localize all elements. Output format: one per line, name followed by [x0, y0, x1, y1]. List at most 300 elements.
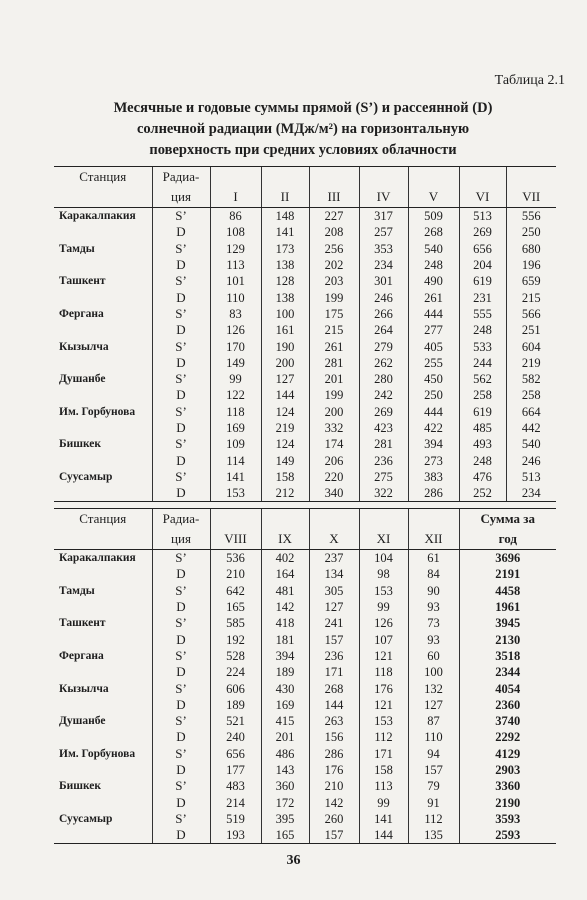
- table-cell: 129: [210, 241, 261, 257]
- annual-sum-cell: 2360: [459, 697, 556, 713]
- annual-sum-cell: 3740: [459, 713, 556, 729]
- radiation-type: S’: [152, 583, 210, 599]
- radiation-type: S’: [152, 273, 210, 289]
- annual-sum-cell: 3360: [459, 778, 556, 794]
- table-cell: 73: [408, 615, 459, 631]
- table-cell: 169: [210, 420, 261, 436]
- table-cell: 250: [408, 387, 459, 403]
- table-row: [54, 631, 556, 647]
- station-name-empty: [54, 664, 152, 680]
- table-cell: 481: [261, 583, 309, 599]
- table-cell: 153: [359, 713, 408, 729]
- table-cell: 208: [309, 224, 359, 240]
- table-cell: 483: [210, 778, 261, 794]
- table-cell: 101: [210, 273, 261, 289]
- table-cell: 383: [408, 469, 459, 485]
- table-cell: 444: [408, 306, 459, 322]
- table-cell: 353: [359, 241, 408, 257]
- column-header-month: V: [408, 187, 459, 208]
- table-cell: 556: [506, 208, 556, 225]
- table-cell: 99: [359, 599, 408, 615]
- table-cell: 244: [459, 355, 506, 371]
- table-cell: 164: [261, 566, 309, 582]
- table-cell: 138: [261, 257, 309, 273]
- table-header-row: [54, 187, 556, 208]
- station-name: Фергана: [59, 649, 104, 662]
- table-cell: 395: [261, 811, 309, 827]
- column-header-station: Станция: [54, 509, 152, 530]
- table-cell: 190: [261, 338, 309, 354]
- table-cell: 566: [506, 306, 556, 322]
- station-name-empty: [54, 289, 152, 305]
- table-cell: 240: [210, 729, 261, 745]
- radiation-type: S’: [152, 241, 210, 257]
- table-row: [54, 485, 556, 502]
- table-row: [54, 404, 556, 420]
- radiation-type: S’: [152, 550, 210, 567]
- table-cell: 394: [408, 436, 459, 452]
- table-cell: 214: [210, 794, 261, 810]
- table-cell: 258: [506, 387, 556, 403]
- table-row: [54, 371, 556, 387]
- table-cell: 255: [408, 355, 459, 371]
- table-cell: 157: [309, 827, 359, 844]
- radiation-type: S’: [152, 404, 210, 420]
- table-cell: 220: [309, 469, 359, 485]
- station-name: Ташкент: [59, 275, 106, 288]
- radiation-type: S’: [152, 746, 210, 762]
- table-cell: 132: [408, 680, 459, 696]
- table-cell: 206: [309, 452, 359, 468]
- station-name-empty: [54, 355, 152, 371]
- table-cell: 144: [309, 697, 359, 713]
- annual-sum-cell: 2191: [459, 566, 556, 582]
- radiation-type: D: [152, 452, 210, 468]
- table-cell: 200: [261, 355, 309, 371]
- table-cell: 142: [261, 599, 309, 615]
- station-name: Им. Горбунова: [59, 405, 136, 418]
- table-cell: 242: [359, 387, 408, 403]
- table-cell: 199: [309, 289, 359, 305]
- radiation-type: D: [152, 729, 210, 745]
- table-cell: 201: [261, 729, 309, 745]
- radiation-type: D: [152, 794, 210, 810]
- radiation-type: S’: [152, 208, 210, 225]
- table-cell: 476: [459, 469, 506, 485]
- table-cell: 114: [210, 452, 261, 468]
- table-cell: 262: [359, 355, 408, 371]
- table-cell: 176: [359, 680, 408, 696]
- station-name-empty: [54, 420, 152, 436]
- radiation-table-jan-jul: [54, 166, 556, 502]
- radiation-type: D: [152, 387, 210, 403]
- table-cell: 127: [261, 371, 309, 387]
- table-cell: 141: [359, 811, 408, 827]
- annual-sum-cell: 1961: [459, 599, 556, 615]
- table-cell: 109: [210, 436, 261, 452]
- column-header-month: X: [309, 529, 359, 550]
- table-cell: 175: [309, 306, 359, 322]
- station-name: Каракалпакия: [59, 210, 136, 223]
- annual-sum-cell: 2292: [459, 729, 556, 745]
- radiation-type: D: [152, 420, 210, 436]
- table-cell: 246: [506, 452, 556, 468]
- table-cell: 642: [210, 583, 261, 599]
- table-cell: 169: [261, 697, 309, 713]
- table-cell: 656: [210, 746, 261, 762]
- table-cell: 268: [408, 224, 459, 240]
- table-row: [54, 794, 556, 810]
- table-row: [54, 599, 556, 615]
- table-cell: 174: [309, 436, 359, 452]
- column-header-month: VI: [459, 187, 506, 208]
- table-cell: 264: [359, 322, 408, 338]
- table-cell: 189: [210, 697, 261, 713]
- table-cell: 215: [309, 322, 359, 338]
- annual-sum-cell: 3518: [459, 648, 556, 664]
- table-cell: 86: [210, 208, 261, 225]
- table-cell: 252: [459, 485, 506, 502]
- table-cell: 100: [261, 306, 309, 322]
- column-header-month: IX: [261, 529, 309, 550]
- table-cell: 124: [261, 404, 309, 420]
- table-cell: 513: [459, 208, 506, 225]
- table-cell: 266: [359, 306, 408, 322]
- table-cell: 177: [210, 762, 261, 778]
- table-row: [54, 469, 556, 485]
- table-cell: 402: [261, 550, 309, 567]
- annual-sum-cell: 2903: [459, 762, 556, 778]
- column-header-month: III: [309, 187, 359, 208]
- table-cell: 256: [309, 241, 359, 257]
- table-cell: 142: [309, 794, 359, 810]
- table-cell: 619: [459, 404, 506, 420]
- column-header-month: VIII: [210, 529, 261, 550]
- table-header-row: [54, 509, 556, 530]
- table-cell: 153: [210, 485, 261, 502]
- table-cell: 250: [506, 224, 556, 240]
- table-cell: 99: [210, 371, 261, 387]
- column-header-radiation: Радиа-: [152, 167, 210, 188]
- radiation-type: S’: [152, 338, 210, 354]
- table-cell: 275: [359, 469, 408, 485]
- table-row: [54, 338, 556, 354]
- table-cell: 87: [408, 713, 459, 729]
- station-name: Бишкек: [59, 780, 102, 793]
- table-cell: 248: [459, 452, 506, 468]
- station-name-empty: [54, 631, 152, 647]
- table-cell: 108: [210, 224, 261, 240]
- table-row: [54, 615, 556, 631]
- column-header-month: I: [210, 187, 261, 208]
- table-cell: 176: [309, 762, 359, 778]
- table-cell: 200: [309, 404, 359, 420]
- table-row: [54, 257, 556, 273]
- table-cell: 269: [359, 404, 408, 420]
- table-cell: 340: [309, 485, 359, 502]
- station-name: Им. Горбунова: [59, 747, 136, 760]
- table-cell: 156: [309, 729, 359, 745]
- column-header-month: IV: [359, 187, 408, 208]
- station-name: Ташкент: [59, 617, 106, 630]
- table-cell: 261: [309, 338, 359, 354]
- table-cell: 153: [359, 583, 408, 599]
- table-cell: 91: [408, 794, 459, 810]
- table-cell: 360: [261, 778, 309, 794]
- station-name: Суусамыр: [59, 812, 113, 825]
- annual-sum-cell: 3696: [459, 550, 556, 567]
- annual-sum-cell: 2190: [459, 794, 556, 810]
- table-cell: 423: [359, 420, 408, 436]
- table-cell: 405: [408, 338, 459, 354]
- table-cell: 490: [408, 273, 459, 289]
- station-name: Суусамыр: [59, 470, 113, 483]
- column-header-month: XI: [359, 529, 408, 550]
- table-cell: 442: [506, 420, 556, 436]
- table-cell: 171: [359, 746, 408, 762]
- table-cell: 165: [210, 599, 261, 615]
- table-cell: 110: [408, 729, 459, 745]
- table-cell: 121: [359, 648, 408, 664]
- table-row: [54, 550, 556, 567]
- table-cell: 269: [459, 224, 506, 240]
- table-cell: 138: [261, 289, 309, 305]
- table-cell: 241: [309, 615, 359, 631]
- table-cell: 273: [408, 452, 459, 468]
- radiation-type: D: [152, 322, 210, 338]
- radiation-type: D: [152, 762, 210, 778]
- table-cell: 619: [459, 273, 506, 289]
- table-cell: 246: [359, 289, 408, 305]
- annual-sum-cell: 3945: [459, 615, 556, 631]
- station-name: Душанбе: [59, 373, 106, 386]
- station-name: Бишкек: [59, 438, 102, 451]
- table-row: [54, 713, 556, 729]
- table-row: [54, 566, 556, 582]
- table-row: [54, 827, 556, 844]
- table-cell: 126: [359, 615, 408, 631]
- table-cell: 533: [459, 338, 506, 354]
- station-name-empty: [54, 387, 152, 403]
- table-cell: 203: [309, 273, 359, 289]
- table-cell: 234: [506, 485, 556, 502]
- table-cell: 158: [261, 469, 309, 485]
- table-cell: 126: [210, 322, 261, 338]
- table-row: [54, 811, 556, 827]
- table-cell: 394: [261, 648, 309, 664]
- table-cell: 61: [408, 550, 459, 567]
- table-row: [54, 322, 556, 338]
- table-cell: 606: [210, 680, 261, 696]
- annual-sum-cell: 2344: [459, 664, 556, 680]
- station-name-empty: [54, 566, 152, 582]
- table-cell: 509: [408, 208, 459, 225]
- radiation-type: D: [152, 664, 210, 680]
- table-cell: 135: [408, 827, 459, 844]
- column-header-annual-sum: Сумма за: [459, 509, 556, 530]
- table-cell: 93: [408, 631, 459, 647]
- annual-sum-cell: 3593: [459, 811, 556, 827]
- table-row: [54, 224, 556, 240]
- table-cell: 555: [459, 306, 506, 322]
- table-cell: 144: [261, 387, 309, 403]
- table-cell: 418: [261, 615, 309, 631]
- table-row: [54, 762, 556, 778]
- table-cell: 113: [210, 257, 261, 273]
- page-number: 36: [286, 853, 301, 868]
- table-cell: 450: [408, 371, 459, 387]
- radiation-type: S’: [152, 436, 210, 452]
- radiation-type: S’: [152, 615, 210, 631]
- table-cell: 257: [359, 224, 408, 240]
- column-header-radiation: ция: [152, 187, 210, 208]
- station-name-empty: [54, 485, 152, 502]
- table-cell: 562: [459, 371, 506, 387]
- radiation-type: D: [152, 631, 210, 647]
- annual-sum-cell: 4054: [459, 680, 556, 696]
- table-cell: 98: [359, 566, 408, 582]
- table-caption: [55, 98, 551, 161]
- table-cell: 192: [210, 631, 261, 647]
- annual-sum-cell: 2130: [459, 631, 556, 647]
- table-cell: 281: [359, 436, 408, 452]
- table-row: [54, 273, 556, 289]
- table-row: [54, 208, 556, 225]
- table-cell: 219: [506, 355, 556, 371]
- station-name: Тамды: [59, 584, 95, 597]
- table-cell: 521: [210, 713, 261, 729]
- table-cell: 128: [261, 273, 309, 289]
- column-header-annual-sum: год: [459, 529, 556, 550]
- table-cell: 322: [359, 485, 408, 502]
- table-cell: 118: [210, 404, 261, 420]
- table-cell: 680: [506, 241, 556, 257]
- table-cell: 83: [210, 306, 261, 322]
- table-cell: 127: [408, 697, 459, 713]
- radiation-type: S’: [152, 680, 210, 696]
- station-name-empty: [54, 257, 152, 273]
- column-header-month: VII: [506, 187, 556, 208]
- table-row: [54, 583, 556, 599]
- radiation-type: S’: [152, 811, 210, 827]
- table-row: [54, 746, 556, 762]
- table-row: [54, 680, 556, 696]
- station-name-empty: [54, 224, 152, 240]
- table-cell: 122: [210, 387, 261, 403]
- table-cell: 258: [459, 387, 506, 403]
- table-row: [54, 436, 556, 452]
- radiation-type: D: [152, 257, 210, 273]
- table-cell: 219: [261, 420, 309, 436]
- table-cell: 165: [261, 827, 309, 844]
- table-cell: 157: [309, 631, 359, 647]
- table-cell: 161: [261, 322, 309, 338]
- annual-sum-cell: 4129: [459, 746, 556, 762]
- radiation-type: S’: [152, 469, 210, 485]
- table-cell: 485: [459, 420, 506, 436]
- table-cell: 193: [210, 827, 261, 844]
- table-row: [54, 697, 556, 713]
- table-cell: 170: [210, 338, 261, 354]
- table-cell: 540: [506, 436, 556, 452]
- station-name-empty: [54, 322, 152, 338]
- table-cell: 536: [210, 550, 261, 567]
- table-cell: 158: [359, 762, 408, 778]
- table-cell: 528: [210, 648, 261, 664]
- table-cell: 79: [408, 778, 459, 794]
- station-name-empty: [54, 729, 152, 745]
- table-cell: 196: [506, 257, 556, 273]
- table-cell: 261: [408, 289, 459, 305]
- table-cell: 181: [261, 631, 309, 647]
- annual-sum-cell: 4458: [459, 583, 556, 599]
- station-name: Тамды: [59, 242, 95, 255]
- table-cell: 444: [408, 404, 459, 420]
- table-cell: 144: [359, 827, 408, 844]
- table-cell: 227: [309, 208, 359, 225]
- radiation-type: S’: [152, 306, 210, 322]
- table-cell: 148: [261, 208, 309, 225]
- station-name-empty: [54, 827, 152, 844]
- column-header-month: XII: [408, 529, 459, 550]
- table-cell: 84: [408, 566, 459, 582]
- table-cell: 236: [359, 452, 408, 468]
- caption-line: поверхность при средних условиях облачности: [149, 142, 457, 158]
- table-cell: 301: [359, 273, 408, 289]
- radiation-table-aug-dec: [54, 508, 556, 844]
- table-row: [54, 452, 556, 468]
- table-cell: 317: [359, 208, 408, 225]
- column-header-station: Станция: [54, 167, 152, 188]
- table-cell: 332: [309, 420, 359, 436]
- table-cell: 189: [261, 664, 309, 680]
- table-cell: 157: [408, 762, 459, 778]
- table-cell: 60: [408, 648, 459, 664]
- table-cell: 107: [359, 631, 408, 647]
- table-cell: 100: [408, 664, 459, 680]
- table-cell: 121: [359, 697, 408, 713]
- table-cell: 263: [309, 713, 359, 729]
- table-row: [54, 648, 556, 664]
- table-cell: 251: [506, 322, 556, 338]
- table-cell: 204: [459, 257, 506, 273]
- table-cell: 94: [408, 746, 459, 762]
- table-cell: 277: [408, 322, 459, 338]
- radiation-type: D: [152, 566, 210, 582]
- table-cell: 585: [210, 615, 261, 631]
- caption-line: Месячные и годовые суммы прямой (S’) и рассеянной (D): [113, 100, 493, 116]
- station-name: Кызылча: [59, 340, 109, 353]
- table-cell: 430: [261, 680, 309, 696]
- table-cell: 134: [309, 566, 359, 582]
- table-cell: 210: [309, 778, 359, 794]
- table-cell: 224: [210, 664, 261, 680]
- table-cell: 210: [210, 566, 261, 582]
- table-header-row: [54, 529, 556, 550]
- table-row: [54, 664, 556, 680]
- table-row: [54, 729, 556, 745]
- radiation-type: D: [152, 697, 210, 713]
- radiation-type: S’: [152, 371, 210, 387]
- caption-line: солнечной радиации (МДж/м²) на горизонтальную: [136, 121, 470, 137]
- radiation-type: D: [152, 827, 210, 844]
- table-row: [54, 306, 556, 322]
- column-header-radiation: Радиа-: [152, 509, 210, 530]
- table-cell: 118: [359, 664, 408, 680]
- table-cell: 519: [210, 811, 261, 827]
- station-name: Каракалпакия: [59, 552, 136, 565]
- table-cell: 231: [459, 289, 506, 305]
